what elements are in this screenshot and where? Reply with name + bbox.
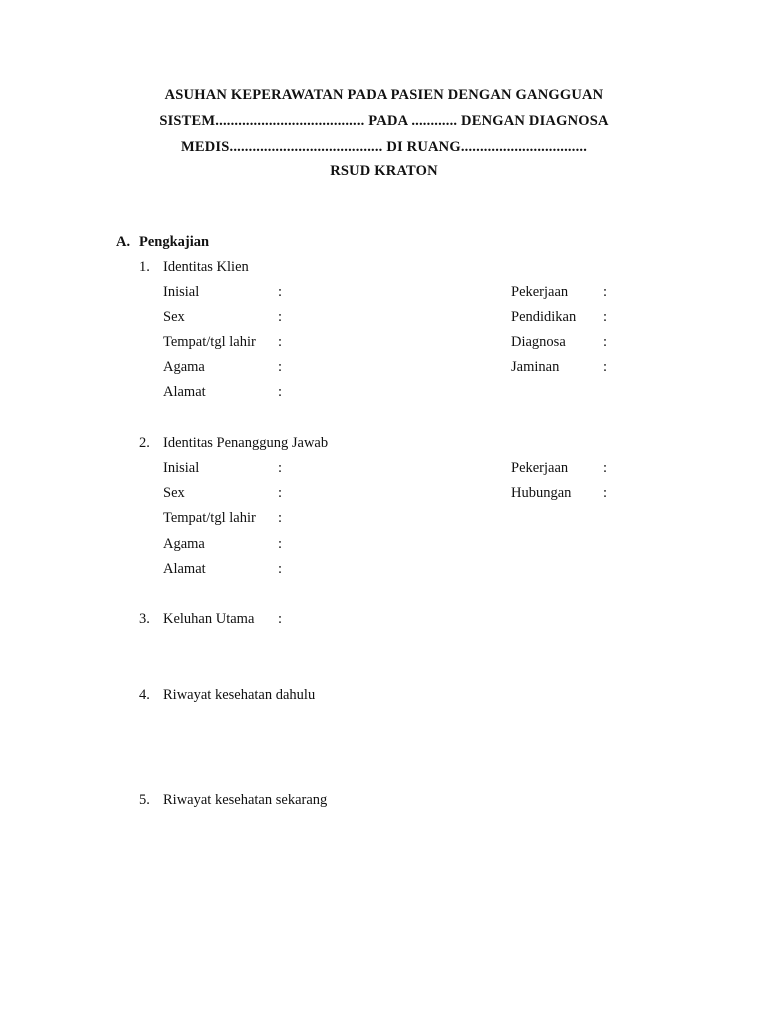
item-5-number: 5. — [139, 792, 150, 808]
section-a-heading: Pengkajian — [139, 234, 210, 250]
field-label: Hubungan — [511, 485, 572, 501]
field-colon: : — [278, 510, 283, 526]
section-a-marker: A. — [116, 234, 131, 250]
field-colon: : — [603, 460, 608, 476]
document-title-line-4: RSUD KRATON — [330, 163, 438, 179]
field-label: Alamat — [163, 384, 206, 400]
field-colon: : — [278, 536, 283, 552]
field-colon: : — [278, 359, 283, 375]
field-colon: : — [603, 309, 608, 325]
field-colon: : — [278, 309, 283, 325]
field-colon: : — [603, 334, 608, 350]
field-colon: : — [278, 460, 283, 476]
field-colon: : — [278, 561, 283, 577]
field-label: Jaminan — [511, 359, 560, 375]
field-colon: : — [278, 611, 283, 627]
item-1-number: 1. — [139, 259, 150, 275]
field-colon: : — [278, 384, 283, 400]
field-colon: : — [603, 359, 608, 375]
field-label: Tempat/tgl lahir — [163, 334, 256, 350]
field-label: Pekerjaan — [511, 284, 569, 300]
field-label: Agama — [163, 359, 205, 375]
item-3-number: 3. — [139, 611, 150, 627]
field-label: Diagnosa — [511, 334, 566, 350]
field-label: Pekerjaan — [511, 460, 569, 476]
document-title-line-2: SISTEM....................................... PADA ............ DENGAN DIAGNOSA — [159, 113, 609, 129]
field-colon: : — [278, 334, 283, 350]
field-colon: : — [603, 284, 608, 300]
item-4-heading: Riwayat kesehatan dahulu — [163, 687, 316, 703]
item-2-number: 2. — [139, 435, 150, 451]
item-1-heading: Identitas Klien — [163, 259, 249, 275]
field-label: Inisial — [163, 460, 200, 476]
item-2-heading: Identitas Penanggung Jawab — [163, 435, 329, 451]
document-title-line-3: MEDIS........................................ DI RUANG................................. — [180, 139, 588, 155]
field-label: Pendidikan — [511, 309, 577, 325]
item-5-heading: Riwayat kesehatan sekarang — [163, 792, 328, 808]
field-label: Alamat — [163, 561, 206, 577]
field-colon: : — [278, 284, 283, 300]
field-colon: : — [278, 485, 283, 501]
field-colon: : — [603, 485, 608, 501]
field-label: Tempat/tgl lahir — [163, 510, 256, 526]
field-label: Sex — [163, 309, 185, 325]
item-3-heading: Keluhan Utama — [163, 611, 255, 627]
field-label: Inisial — [163, 284, 200, 300]
item-4-number: 4. — [139, 687, 150, 703]
document-title-line-1: ASUHAN KEPERAWATAN PADA PASIEN DENGAN GANGGUAN — [164, 87, 604, 103]
field-label: Sex — [163, 485, 185, 501]
field-label: Agama — [163, 536, 205, 552]
